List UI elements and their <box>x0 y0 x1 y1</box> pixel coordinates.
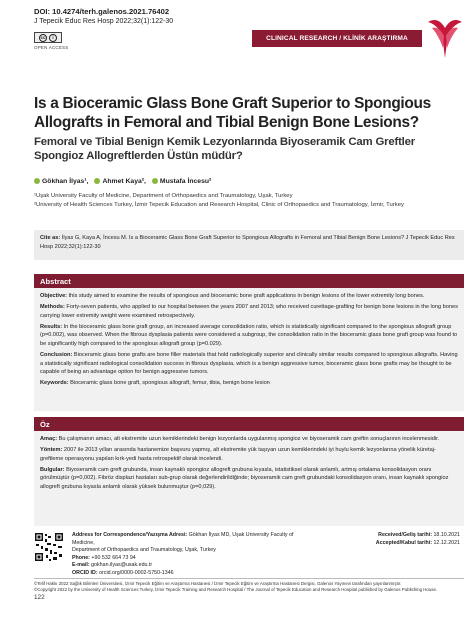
abstract-conclusion: Conclusion: Bioceramic glass bone grafts are bone filler materials that hold radiologically superior and clinically similar results compared to spongious allografts. Having a statistically significant radiological consolidation success in fibrous dysplasia, which is a benign aggressive tumor, bioceramic glass bone grafts may be thought to be capable of being an advantage option for benign aggressive tumors. <box>40 352 458 376</box>
doi-text[interactable]: DOI: 10.4274/terh.galenos.2021.76402 <box>34 7 170 16</box>
tepecik-logo-icon <box>424 14 466 62</box>
oz-bulgular: Bulgular: Biyoseramik cam greft grubunda, insan kaynaklı spongioz allogreft grubuna kıyasla, istatistiksel olarak anlamlı, artmış ortalama konsolidasyon oranı görülmüştür (p=0,002). Fibröz displazi hastaları sub-grup olarak değerlendirildiğinde; biyoseramik cam greft grubundaki konsolidasyon oranı, insan kaynaklı spongioz allogreft grubuna kıyasla anlamlı olarak yüksek bulunmuştur (p=0,029). <box>40 466 449 490</box>
journal-citation: J Tepecik Educ Res Hosp 2022;32(1):122-30 <box>34 18 174 25</box>
cite-text: İlyas G, Kaya A, İncesu M. Is a Bioceramic Glass Bone Graft Superior to Spongious Allografts in Femoral and Tibial Benign Bone Lesions? J Tepecik Educ Res Hosp 2022;32(1):122-30 <box>40 235 455 250</box>
abstract-body <box>34 288 464 411</box>
email-link[interactable]: gokhan.ilyas@usak.edu.tr <box>89 562 153 569</box>
article-type-tag: CLINICAL RESEARCH / KLİNİK ARAŞTIRMA <box>252 30 422 47</box>
oz-body <box>34 431 464 526</box>
article-dates: Received/Geliş tarihi: 18.10.2021 Accepted/Kabul tarihi: 12.12.2021 <box>375 532 460 546</box>
oz-heading: Öz <box>34 417 464 431</box>
author-item[interactable]: Gökhan İlyas¹, <box>34 178 88 185</box>
author-list <box>34 178 464 185</box>
correspondence-block <box>34 530 464 574</box>
affiliation-item: ²University of Health Sciences Turkey, İzmir Tepecik Education and Research Hospital, Clinic of Orthopaedics and Traumatology, İzmir, Turkey <box>34 202 404 208</box>
affiliation-item: ¹Uşak University Faculty of Medicine, Department of Orthopaedics and Traumatology, Uşak, Turkey <box>34 193 293 199</box>
open-access-label: OPEN ACCESS <box>34 45 69 50</box>
qr-code-icon[interactable] <box>34 532 64 562</box>
orcid-icon[interactable] <box>34 178 40 184</box>
abstract-methods: Methods: Forty-seven patients, who applied to our hospital between the years 2007 and 2013; who received curettage-grafting for benign bone lesions in the long bones carrying lower extremity weight were examined retrospectively. <box>40 304 458 319</box>
orcid-icon[interactable] <box>94 178 100 184</box>
affiliations <box>34 192 464 210</box>
abstract-results: Results: In the bioceramic glass bone graft group, an increased average consolidation ratio, which is statistically significant compared to the spongious allograft group (p=0.002), was observed. When the fibrous dysplasia patients were considered a subgroup, the consolidation ratio in the bioceramic glass bone graft group was found to be significantly high compared to the spongious allograft group (p=0.029). <box>40 323 458 347</box>
abstract-heading: Abstract <box>34 274 464 288</box>
orcid-link[interactable]: orcid.org/0000-0002-5750-1346 <box>97 569 174 576</box>
article-title: Is a Bioceramic Glass Bone Graft Superior to Spongious Allografts in Femoral and Tibial Benign Bone Lesions? <box>34 95 431 131</box>
oz-yontem: Yöntem: 2007 ile 2013 yılları arasında hastanemize başvuru yapmış, alt ekstremite yük taşıyan uzun kemiklerindeki iyi huylu kemik lezyonlarına yönelik küretaj-greftleme operasyonu yapılan kırk-yedi hasta retrospektif olarak incelendi. <box>40 447 436 462</box>
author-item[interactable]: Ahmet Kaya², <box>94 178 145 185</box>
cite-as-box <box>34 230 464 260</box>
correspondence-text: Address for Correspondence/Yazışma Adresi: Gökhan İlyas MD, Uşak University Faculty of Medicine, Department of Orthopaedics and Traumatology, Uşak, Turkey Phone: +90 532 664 73 94 E-mail: gokhan.ilyas@usak.edu.tr ORCID ID: orcid.org/0000-0002-5750-1346 <box>72 532 294 576</box>
orcid-icon[interactable] <box>152 178 158 184</box>
abstract-objective: Objective: this study aimed to examine the results of spongious and bioceramic bone graft applications in benign lesions of the lower extremity long bones. <box>40 293 425 299</box>
article-subtitle-turkish: Femoral ve Tibial Benign Kemik Lezyonlarında Biyoseramik Cam Greftler Spongioz Allogreftlerden Üstün müdür? <box>34 136 415 162</box>
page-number: 122 <box>34 594 45 601</box>
copyright-notice: ©Telif Hakkı 2022 Sağlık Bilimleri Üniversitesi, İzmir Tepecik Eğitim ve Araştırma Hastanesi / İzmir Tepecik Eğitim ve Araştırma Hastanesi Dergisi, Galenos Yayınevi tarafından yayınlanmıştır. ©Copyright 2022 by the University of Health Sciences Turkey, İzmir Tepecik Training and Research Hospital / The Journal of Tepecik Education and Research Hospital published by Galenos Publishing House. <box>34 578 464 593</box>
oz-amac: Amaç: Bu çalışmanın amacı, alt ekstremite uzun kemiklerindeki benign lezyonlarda uygulanmış spongioz ve biyoseramik cam greftin sonuçlarının incelenmesidir. <box>40 436 440 442</box>
author-item[interactable]: Mustafa İncesu² <box>152 178 211 185</box>
creative-commons-icon: cc i <box>34 32 62 43</box>
abstract-keywords: Keywords: Bioceramic glass bone graft, spongious allograft, femur, tibia, benign bone lesion <box>40 380 270 387</box>
cite-label: Cite as: <box>40 235 61 241</box>
